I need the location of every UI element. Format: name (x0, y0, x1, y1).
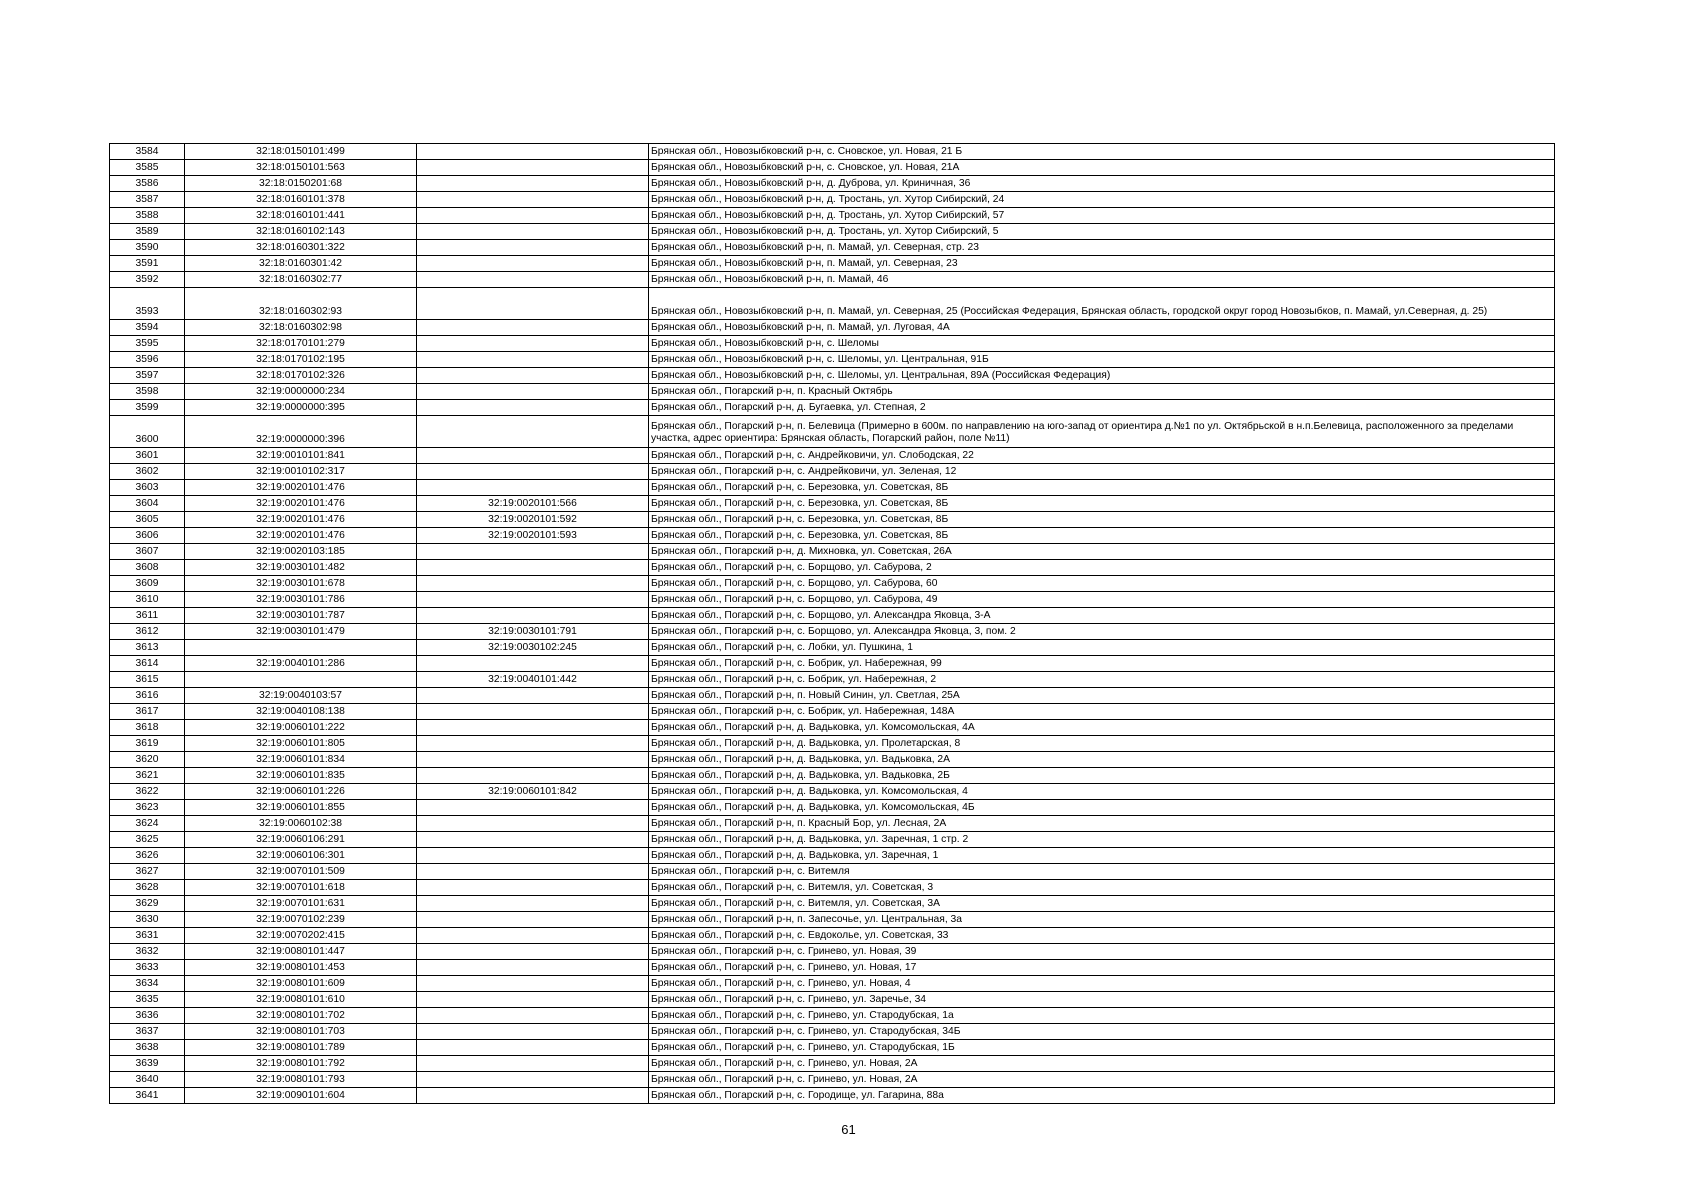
linked-cadastral-number-cell (417, 592, 649, 608)
table-row (110, 1008, 1555, 1024)
cadastral-number-cell: 32:19:0010102:317 (185, 464, 417, 480)
cadastral-number-cell: 32:19:0070202:415 (185, 928, 417, 944)
row-number-cell: 3603 (110, 480, 185, 496)
address-cell: Брянская обл., Погарский р-н, д. Бугаевка, ул. Степная, 2 (649, 400, 1555, 416)
table-row (110, 736, 1555, 752)
address-cell: Брянская обл., Погарский р-н, д. Вадьковка, ул. Заречная, 1 (649, 848, 1555, 864)
linked-cadastral-number-cell (417, 464, 649, 480)
cadastral-number-cell: 32:19:0060101:805 (185, 736, 417, 752)
table-row (110, 624, 1555, 640)
table-row (110, 672, 1555, 688)
address-cell: Брянская обл., Погарский р-н, с. Гринево, ул. Новая, 39 (649, 944, 1555, 960)
row-number-cell: 3617 (110, 704, 185, 720)
cadastral-number-cell: 32:19:0060101:222 (185, 720, 417, 736)
address-cell: Брянская обл., Погарский р-н, с. Андрейковичи, ул. Зеленая, 12 (649, 464, 1555, 480)
cadastral-number-cell: 32:19:0030101:479 (185, 624, 417, 640)
table-row (110, 176, 1555, 192)
cadastral-number-cell (185, 640, 417, 656)
cadastral-number-cell: 32:19:0080101:792 (185, 1056, 417, 1072)
address-cell: Брянская обл., Погарский р-н, с. Березовка, ул. Советская, 8Б (649, 512, 1555, 528)
row-number-cell: 3599 (110, 400, 185, 416)
linked-cadastral-number-cell (417, 848, 649, 864)
table-row (110, 512, 1555, 528)
table-row (110, 800, 1555, 816)
linked-cadastral-number-cell: 32:19:0020101:592 (417, 512, 649, 528)
cadastral-number-cell: 32:19:0060101:835 (185, 768, 417, 784)
address-cell: Брянская обл., Погарский р-н, с. Витемля (649, 864, 1555, 880)
cadastral-number-cell: 32:19:0080101:447 (185, 944, 417, 960)
row-number-cell: 3634 (110, 976, 185, 992)
linked-cadastral-number-cell (417, 208, 649, 224)
address-cell: Брянская обл., Погарский р-н, п. Красный Бор, ул. Лесная, 2А (649, 816, 1555, 832)
row-number-cell: 3629 (110, 896, 185, 912)
address-cell: Брянская обл., Новозыбковский р-н, п. Мамай, ул. Луговая, 4А (649, 320, 1555, 336)
table-row (110, 992, 1555, 1008)
cadastral-number-cell: 32:19:0060106:291 (185, 832, 417, 848)
table-row (110, 544, 1555, 560)
row-number-cell: 3597 (110, 368, 185, 384)
address-cell: Брянская обл., Погарский р-н, с. Гринево, ул. Заречье, 34 (649, 992, 1555, 1008)
row-number-cell: 3637 (110, 1024, 185, 1040)
cadastral-number-cell: 32:19:0080101:702 (185, 1008, 417, 1024)
address-cell: Брянская обл., Погарский р-н, д. Вадьковка, ул. Комсомольская, 4Б (649, 800, 1555, 816)
cadastral-number-cell: 32:18:0160101:441 (185, 208, 417, 224)
table-row (110, 912, 1555, 928)
row-number-cell: 3614 (110, 656, 185, 672)
address-cell: Брянская обл., Погарский р-н, с. Евдоколье, ул. Советская, 33 (649, 928, 1555, 944)
linked-cadastral-number-cell (417, 1088, 649, 1104)
linked-cadastral-number-cell (417, 704, 649, 720)
row-number-cell: 3587 (110, 192, 185, 208)
linked-cadastral-number-cell (417, 272, 649, 288)
linked-cadastral-number-cell (417, 1024, 649, 1040)
linked-cadastral-number-cell: 32:19:0060101:842 (417, 784, 649, 800)
property-table (109, 143, 1555, 1104)
linked-cadastral-number-cell (417, 400, 649, 416)
row-number-cell: 3604 (110, 496, 185, 512)
table-row (110, 192, 1555, 208)
table-row (110, 720, 1555, 736)
row-number-cell: 3630 (110, 912, 185, 928)
cadastral-number-cell: 32:19:0060101:226 (185, 784, 417, 800)
cadastral-number-cell: 32:19:0080101:793 (185, 1072, 417, 1088)
row-number-cell: 3607 (110, 544, 185, 560)
address-cell: Брянская обл., Погарский р-н, с. Борщово, ул. Сабурова, 2 (649, 560, 1555, 576)
table-row (110, 528, 1555, 544)
address-cell: Брянская обл., Погарский р-н, д. Вадьковка, ул. Вадьковка, 2Б (649, 768, 1555, 784)
row-number-cell: 3636 (110, 1008, 185, 1024)
row-number-cell: 3600 (110, 416, 185, 448)
cadastral-number-cell: 32:18:0150101:499 (185, 144, 417, 160)
linked-cadastral-number-cell (417, 480, 649, 496)
cadastral-number-cell: 32:19:0070101:618 (185, 880, 417, 896)
linked-cadastral-number-cell: 32:19:0020101:566 (417, 496, 649, 512)
row-number-cell: 3613 (110, 640, 185, 656)
table-row (110, 144, 1555, 160)
row-number-cell: 3627 (110, 864, 185, 880)
address-cell: Брянская обл., Погарский р-н, с. Бобрик, ул. Набережная, 99 (649, 656, 1555, 672)
row-number-cell: 3589 (110, 224, 185, 240)
address-cell: Брянская обл., Погарский р-н, с. Борщово, ул. Александра Яковца, 3, пом. 2 (649, 624, 1555, 640)
table-row (110, 496, 1555, 512)
address-cell: Брянская обл., Погарский р-н, с. Гринево, ул. Новая, 2А (649, 1072, 1555, 1088)
cadastral-number-cell: 32:18:0170102:195 (185, 352, 417, 368)
linked-cadastral-number-cell (417, 320, 649, 336)
address-cell: Брянская обл., Погарский р-н, с. Гринево, ул. Новая, 17 (649, 960, 1555, 976)
cadastral-number-cell: 32:19:0020101:476 (185, 480, 417, 496)
address-cell: Брянская обл., Погарский р-н, п. Красный Октябрь (649, 384, 1555, 400)
linked-cadastral-number-cell (417, 1072, 649, 1088)
row-number-cell: 3594 (110, 320, 185, 336)
cadastral-number-cell: 32:19:0030101:678 (185, 576, 417, 592)
linked-cadastral-number-cell (417, 608, 649, 624)
table-row (110, 256, 1555, 272)
row-number-cell: 3622 (110, 784, 185, 800)
row-number-cell: 3596 (110, 352, 185, 368)
row-number-cell: 3595 (110, 336, 185, 352)
linked-cadastral-number-cell (417, 560, 649, 576)
cadastral-number-cell: 32:18:0170102:326 (185, 368, 417, 384)
table-row (110, 336, 1555, 352)
table-row (110, 208, 1555, 224)
table-row (110, 368, 1555, 384)
row-number-cell: 3592 (110, 272, 185, 288)
row-number-cell: 3621 (110, 768, 185, 784)
linked-cadastral-number-cell (417, 656, 649, 672)
address-cell: Брянская обл., Погарский р-н, с. Бобрик, ул. Набережная, 2 (649, 672, 1555, 688)
cadastral-number-cell: 32:19:0040101:286 (185, 656, 417, 672)
linked-cadastral-number-cell (417, 448, 649, 464)
table-row (110, 480, 1555, 496)
cadastral-number-cell: 32:19:0030101:482 (185, 560, 417, 576)
table-row (110, 784, 1555, 800)
linked-cadastral-number-cell (417, 384, 649, 400)
linked-cadastral-number-cell (417, 416, 649, 448)
address-cell: Брянская обл., Погарский р-н, д. Вадьковка, ул. Пролетарская, 8 (649, 736, 1555, 752)
cadastral-number-cell: 32:19:0000000:234 (185, 384, 417, 400)
address-cell: Брянская обл., Погарский р-н, с. Борщово, ул. Сабурова, 49 (649, 592, 1555, 608)
table-row (110, 688, 1555, 704)
linked-cadastral-number-cell (417, 224, 649, 240)
cadastral-number-cell: 32:18:0150201:68 (185, 176, 417, 192)
address-cell: Брянская обл., Новозыбковский р-н, д. Тростань, ул. Хутор Сибирский, 57 (649, 208, 1555, 224)
row-number-cell: 3602 (110, 464, 185, 480)
address-cell: Брянская обл., Новозыбковский р-н, п. Мамай, ул. Северная, стр. 23 (649, 240, 1555, 256)
row-number-cell: 3628 (110, 880, 185, 896)
linked-cadastral-number-cell: 32:19:0040101:442 (417, 672, 649, 688)
address-cell: Брянская обл., Погарский р-н, д. Вадьковка, ул. Комсомольская, 4 (649, 784, 1555, 800)
cadastral-number-cell: 32:18:0160302:98 (185, 320, 417, 336)
table-row (110, 320, 1555, 336)
table-row (110, 1056, 1555, 1072)
cadastral-number-cell: 32:19:0080101:610 (185, 992, 417, 1008)
address-cell: Брянская обл., Погарский р-н, с. Лобки, ул. Пушкина, 1 (649, 640, 1555, 656)
table-row (110, 1088, 1555, 1104)
linked-cadastral-number-cell (417, 832, 649, 848)
table-row (110, 560, 1555, 576)
linked-cadastral-number-cell (417, 944, 649, 960)
table-row (110, 960, 1555, 976)
table-row (110, 240, 1555, 256)
address-cell: Брянская обл., Погарский р-н, с. Гринево, ул. Новая, 2А (649, 1056, 1555, 1072)
row-number-cell: 3591 (110, 256, 185, 272)
table-row (110, 1040, 1555, 1056)
linked-cadastral-number-cell: 32:19:0020101:593 (417, 528, 649, 544)
address-cell: Брянская обл., Погарский р-н, д. Михновка, ул. Советская, 26А (649, 544, 1555, 560)
row-number-cell: 3601 (110, 448, 185, 464)
cadastral-number-cell: 32:19:0060101:855 (185, 800, 417, 816)
linked-cadastral-number-cell (417, 176, 649, 192)
table-row (110, 928, 1555, 944)
row-number-cell: 3616 (110, 688, 185, 704)
address-cell: Брянская обл., Погарский р-н, с. Березовка, ул. Советская, 8Б (649, 480, 1555, 496)
table-row (110, 224, 1555, 240)
table-row (110, 832, 1555, 848)
row-number-cell: 3641 (110, 1088, 185, 1104)
linked-cadastral-number-cell (417, 1040, 649, 1056)
cadastral-number-cell: 32:19:0020101:476 (185, 512, 417, 528)
row-number-cell: 3598 (110, 384, 185, 400)
cadastral-number-cell: 32:19:0060101:834 (185, 752, 417, 768)
linked-cadastral-number-cell (417, 544, 649, 560)
linked-cadastral-number-cell (417, 736, 649, 752)
address-cell: Брянская обл., Погарский р-н, п. Белевица (Примерно в 600м. по направлению на юго-запад от ориентира д.№1 по ул. Октябрьской в н.п.Белевица, расположенного за пределами участка, адрес ориентира: Брянская область, Погарский район, поле №11) (649, 416, 1555, 448)
table-row (110, 416, 1555, 448)
row-number-cell: 3626 (110, 848, 185, 864)
table-row (110, 864, 1555, 880)
address-cell: Брянская обл., Новозыбковский р-н, с. Сновское, ул. Новая, 21А (649, 160, 1555, 176)
row-number-cell: 3584 (110, 144, 185, 160)
cadastral-number-cell: 32:19:0020101:476 (185, 496, 417, 512)
linked-cadastral-number-cell (417, 336, 649, 352)
cadastral-number-cell: 32:19:0090101:604 (185, 1088, 417, 1104)
cadastral-number-cell: 32:18:0160101:378 (185, 192, 417, 208)
row-number-cell: 3640 (110, 1072, 185, 1088)
table-row (110, 400, 1555, 416)
cadastral-number-cell: 32:19:0070102:239 (185, 912, 417, 928)
row-number-cell: 3635 (110, 992, 185, 1008)
table-row (110, 752, 1555, 768)
linked-cadastral-number-cell (417, 912, 649, 928)
row-number-cell: 3638 (110, 1040, 185, 1056)
row-number-cell: 3620 (110, 752, 185, 768)
address-cell: Брянская обл., Новозыбковский р-н, д. Тростань, ул. Хутор Сибирский, 5 (649, 224, 1555, 240)
linked-cadastral-number-cell (417, 720, 649, 736)
table-row (110, 384, 1555, 400)
row-number-cell: 3585 (110, 160, 185, 176)
table-row (110, 1072, 1555, 1088)
linked-cadastral-number-cell (417, 192, 649, 208)
address-cell: Брянская обл., Новозыбковский р-н, д. Дуброва, ул. Криничная, 36 (649, 176, 1555, 192)
table-row (110, 880, 1555, 896)
address-cell: Брянская обл., Погарский р-н, д. Вадьковка, ул. Вадьковка, 2А (649, 752, 1555, 768)
linked-cadastral-number-cell (417, 1008, 649, 1024)
linked-cadastral-number-cell (417, 688, 649, 704)
linked-cadastral-number-cell (417, 160, 649, 176)
row-number-cell: 3623 (110, 800, 185, 816)
row-number-cell: 3611 (110, 608, 185, 624)
table-row (110, 448, 1555, 464)
address-cell: Брянская обл., Новозыбковский р-н, с. Сновское, ул. Новая, 21 Б (649, 144, 1555, 160)
cadastral-number-cell: 32:19:0080101:703 (185, 1024, 417, 1040)
cadastral-number-cell: 32:18:0150101:563 (185, 160, 417, 176)
address-cell: Брянская обл., Погарский р-н, с. Витемля, ул. Советская, 3 (649, 880, 1555, 896)
table-row (110, 768, 1555, 784)
row-number-cell: 3639 (110, 1056, 185, 1072)
address-cell: Брянская обл., Погарский р-н, с. Городище, ул. Гагарина, 88а (649, 1088, 1555, 1104)
table-row (110, 608, 1555, 624)
address-cell: Брянская обл., Погарский р-н, с. Березовка, ул. Советская, 8Б (649, 496, 1555, 512)
address-cell: Брянская обл., Новозыбковский р-н, с. Шеломы, ул. Центральная, 91Б (649, 352, 1555, 368)
linked-cadastral-number-cell (417, 896, 649, 912)
row-number-cell: 3608 (110, 560, 185, 576)
linked-cadastral-number-cell (417, 880, 649, 896)
cadastral-number-cell: 32:18:0160302:93 (185, 288, 417, 320)
table-row (110, 816, 1555, 832)
address-cell: Брянская обл., Новозыбковский р-н, п. Мамай, ул. Северная, 25 (Российская Федерация, Брянская область, городской округ город Новозыбков, п. Мамай, ул.Северная, д. 25) (649, 288, 1555, 320)
cadastral-number-cell: 32:19:0030101:787 (185, 608, 417, 624)
linked-cadastral-number-cell (417, 928, 649, 944)
linked-cadastral-number-cell (417, 976, 649, 992)
linked-cadastral-number-cell (417, 256, 649, 272)
address-cell: Брянская обл., Погарский р-н, с. Гринево, ул. Стародубская, 1Б (649, 1040, 1555, 1056)
cadastral-number-cell: 32:19:0000000:396 (185, 416, 417, 448)
address-cell: Брянская обл., Погарский р-н, с. Бобрик, ул. Набережная, 148А (649, 704, 1555, 720)
linked-cadastral-number-cell (417, 960, 649, 976)
table-row (110, 944, 1555, 960)
linked-cadastral-number-cell (417, 144, 649, 160)
cadastral-number-cell: 32:19:0060102:38 (185, 816, 417, 832)
cadastral-number-cell: 32:18:0170101:279 (185, 336, 417, 352)
address-cell: Брянская обл., Погарский р-н, д. Вадьковка, ул. Комсомольская, 4А (649, 720, 1555, 736)
cadastral-number-cell: 32:19:0000000:395 (185, 400, 417, 416)
address-cell: Брянская обл., Новозыбковский р-н, п. Мамай, 46 (649, 272, 1555, 288)
linked-cadastral-number-cell (417, 816, 649, 832)
row-number-cell: 3590 (110, 240, 185, 256)
row-number-cell: 3609 (110, 576, 185, 592)
table-row (110, 272, 1555, 288)
table-row (110, 160, 1555, 176)
linked-cadastral-number-cell: 32:19:0030101:791 (417, 624, 649, 640)
row-number-cell: 3632 (110, 944, 185, 960)
row-number-cell: 3625 (110, 832, 185, 848)
row-number-cell: 3593 (110, 288, 185, 320)
cadastral-number-cell: 32:19:0020101:476 (185, 528, 417, 544)
cadastral-number-cell: 32:19:0040108:138 (185, 704, 417, 720)
address-cell: Брянская обл., Погарский р-н, д. Вадьковка, ул. Заречная, 1 стр. 2 (649, 832, 1555, 848)
cadastral-number-cell: 32:19:0080101:609 (185, 976, 417, 992)
row-number-cell: 3624 (110, 816, 185, 832)
cadastral-number-cell: 32:18:0160102:143 (185, 224, 417, 240)
table-row (110, 976, 1555, 992)
address-cell: Брянская обл., Новозыбковский р-н, с. Шеломы (649, 336, 1555, 352)
address-cell: Брянская обл., Погарский р-н, с. Гринево, ул. Новая, 4 (649, 976, 1555, 992)
address-cell: Брянская обл., Погарский р-н, с. Гринево, ул. Стародубская, 1а (649, 1008, 1555, 1024)
table-row (110, 1024, 1555, 1040)
cadastral-number-cell (185, 672, 417, 688)
address-cell: Брянская обл., Погарский р-н, с. Борщово, ул. Сабурова, 60 (649, 576, 1555, 592)
linked-cadastral-number-cell (417, 752, 649, 768)
address-cell: Брянская обл., Новозыбковский р-н, д. Тростань, ул. Хутор Сибирский, 24 (649, 192, 1555, 208)
linked-cadastral-number-cell (417, 576, 649, 592)
table-row (110, 896, 1555, 912)
cadastral-number-cell: 32:18:0160301:42 (185, 256, 417, 272)
cadastral-number-cell: 32:19:0060106:301 (185, 848, 417, 864)
address-cell: Брянская обл., Погарский р-н, с. Андрейковичи, ул. Слободская, 22 (649, 448, 1555, 464)
cadastral-number-cell: 32:19:0070101:509 (185, 864, 417, 880)
row-number-cell: 3606 (110, 528, 185, 544)
property-table-body (110, 144, 1555, 1104)
row-number-cell: 3588 (110, 208, 185, 224)
row-number-cell: 3605 (110, 512, 185, 528)
address-cell: Брянская обл., Погарский р-н, с. Борщово, ул. Александра Яковца, 3-А (649, 608, 1555, 624)
linked-cadastral-number-cell (417, 240, 649, 256)
cadastral-number-cell: 32:19:0070101:631 (185, 896, 417, 912)
table-row (110, 592, 1555, 608)
address-cell: Брянская обл., Погарский р-н, с. Гринево, ул. Стародубская, 34Б (649, 1024, 1555, 1040)
linked-cadastral-number-cell (417, 368, 649, 384)
address-cell: Брянская обл., Погарский р-н, п. Новый Синин, ул. Светлая, 25А (649, 688, 1555, 704)
linked-cadastral-number-cell: 32:19:0030102:245 (417, 640, 649, 656)
row-number-cell: 3633 (110, 960, 185, 976)
row-number-cell: 3586 (110, 176, 185, 192)
cadastral-number-cell: 32:19:0080101:453 (185, 960, 417, 976)
cadastral-number-cell: 32:19:0080101:789 (185, 1040, 417, 1056)
cadastral-number-cell: 32:18:0160301:322 (185, 240, 417, 256)
table-row (110, 576, 1555, 592)
table-row (110, 352, 1555, 368)
row-number-cell: 3615 (110, 672, 185, 688)
row-number-cell: 3612 (110, 624, 185, 640)
page-number: 61 (841, 1122, 856, 1137)
table-row (110, 288, 1555, 320)
linked-cadastral-number-cell (417, 288, 649, 320)
cadastral-number-cell: 32:19:0020103:185 (185, 544, 417, 560)
table-row (110, 640, 1555, 656)
address-cell: Брянская обл., Новозыбковский р-н, п. Мамай, ул. Северная, 23 (649, 256, 1555, 272)
linked-cadastral-number-cell (417, 768, 649, 784)
cadastral-number-cell: 32:18:0160302:77 (185, 272, 417, 288)
linked-cadastral-number-cell (417, 864, 649, 880)
row-number-cell: 3619 (110, 736, 185, 752)
address-cell: Брянская обл., Погарский р-н, с. Витемля, ул. Советская, 3А (649, 896, 1555, 912)
table-row (110, 464, 1555, 480)
table-row (110, 848, 1555, 864)
row-number-cell: 3618 (110, 720, 185, 736)
address-cell: Брянская обл., Новозыбковский р-н, с. Шеломы, ул. Центральная, 89А (Российская Федерация) (649, 368, 1555, 384)
linked-cadastral-number-cell (417, 992, 649, 1008)
table-row (110, 704, 1555, 720)
address-cell: Брянская обл., Погарский р-н, с. Березовка, ул. Советская, 8Б (649, 528, 1555, 544)
address-cell: Брянская обл., Погарский р-н, п. Запесочье, ул. Центральная, 3а (649, 912, 1555, 928)
table-row (110, 656, 1555, 672)
row-number-cell: 3610 (110, 592, 185, 608)
linked-cadastral-number-cell (417, 352, 649, 368)
cadastral-number-cell: 32:19:0040103:57 (185, 688, 417, 704)
row-number-cell: 3631 (110, 928, 185, 944)
linked-cadastral-number-cell (417, 1056, 649, 1072)
cadastral-number-cell: 32:19:0030101:786 (185, 592, 417, 608)
linked-cadastral-number-cell (417, 800, 649, 816)
cadastral-number-cell: 32:19:0010101:841 (185, 448, 417, 464)
